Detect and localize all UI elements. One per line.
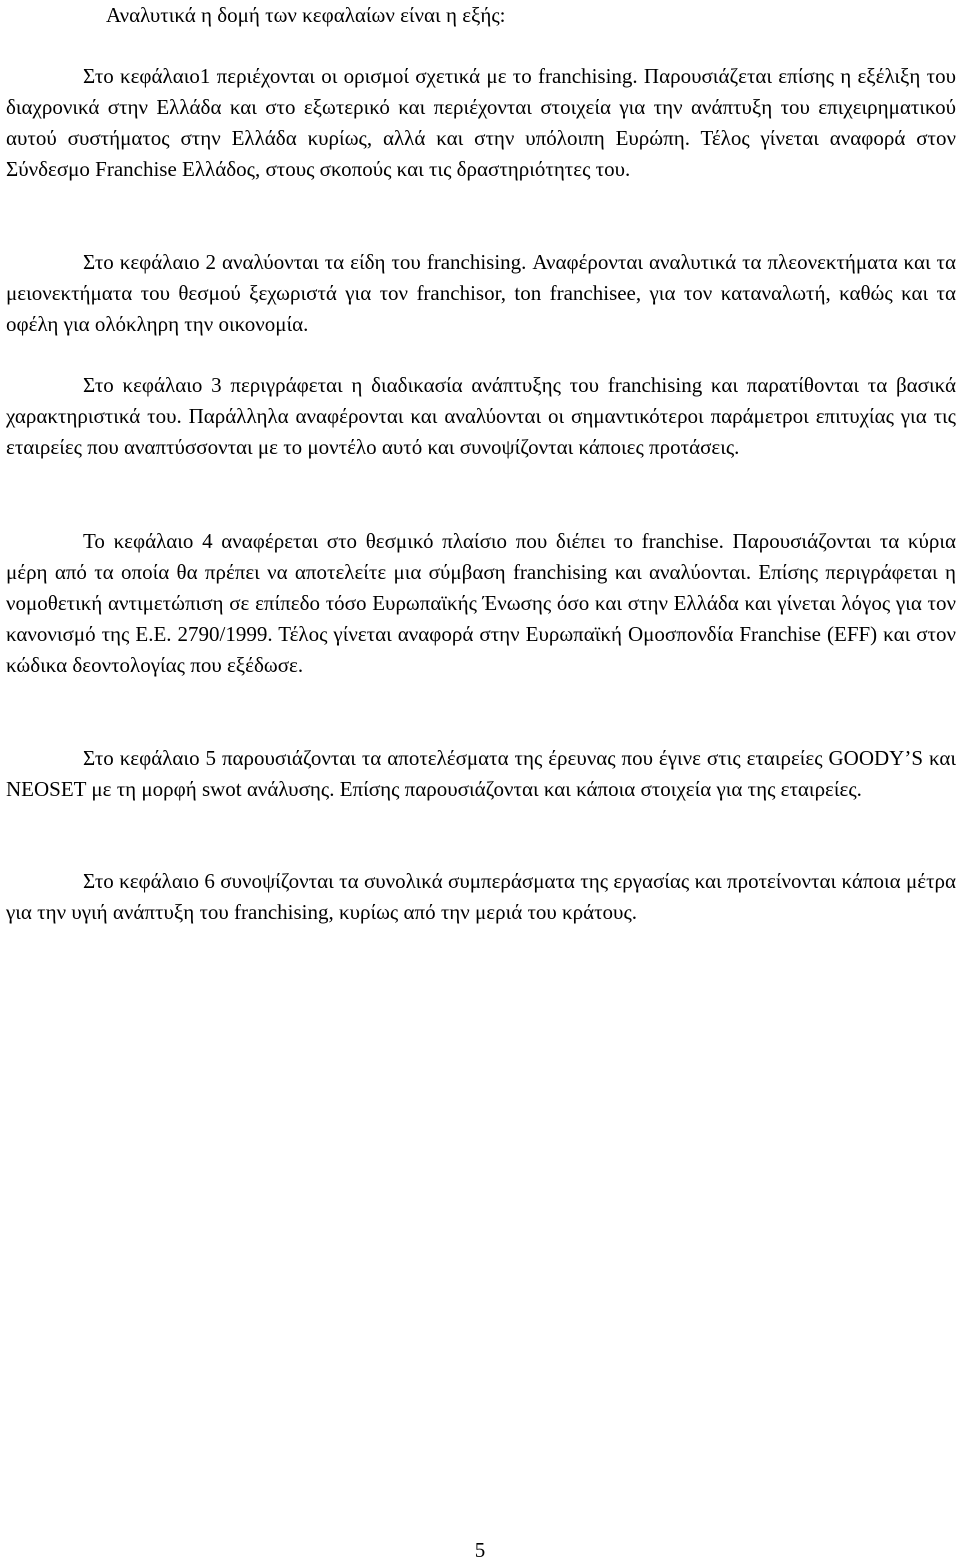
paragraph-chapter-1 [6,61,956,185]
paragraph-text: Στο κεφάλαιο 3 περιγράφεται η διαδικασία ανάπτυξης του franchising και παρατίθονται τα βασικά χαρακτηριστικά του. Παράλληλα αναφέρονται και αναλύονται οι σημαντικότεροι παράμετροι επιτυχίας για τις εταιρείες που αναπτύσσονται με το μοντέλο αυτό και συνοψίζονται κάποιες προτάσεις. [6,373,956,459]
paragraph-chapter-6 [6,866,956,928]
paragraph-text: Στο κεφάλαιο1 περιέχονται οι ορισμοί σχετικά με το franchising. Παρουσιάζεται επίσης η εξέλιξη του διαχρονικά στην Ελλάδα και στο εξωτερικό και περιέχονται στοιχεία για την ανάπτυξη του επιχειρηματικού αυτού συστήματος στην Ελλάδα κυρίως, αλλά και στην υπόλοιπη Ευρώπη. Τέλος γίνεται αναφορά στον Σύνδεσμο Franchise Ελλάδος, στους σκοπούς και τις δραστηριότητες του. [6,64,956,181]
paragraph-chapter-4 [6,526,956,681]
paragraph-text: Το κεφάλαιο 4 αναφέρεται στο θεσμικό πλαίσιο που διέπει το franchise. Παρουσιάζονται τα κύρια μέρη από τα οποία θα πρέπει να αποτελείτε μια σύμβαση franchising και αναλύονται. Επίσης περιγράφεται η νομοθετική αντιμετώπιση σε επίπεδο τόσο Ευρωπαϊκής Ένωσης όσο και στην Ελλάδα και γίνεται λόγος για τον κανονισμό της Ε.Ε. 2790/1999. Τέλος γίνεται αναφορά στην Ευρωπαϊκή Ομοσπονδία Franchise (EFF) και στον κώδικα δεοντολογίας που εξέδωσε. [6,529,956,677]
paragraph-chapter-2 [6,247,956,340]
intro-line: Αναλυτικά η δομή των κεφαλαίων είναι η εξής: [106,3,506,27]
paragraph-text: Στο κεφάλαιο 5 παρουσιάζονται τα αποτελέσματα της έρευνας που έγινε στις εταιρείες GOODY’S και NEOSET με τη μορφή swot ανάλυσης. Επίσης παρουσιάζονται και κάποια στοιχεία για της εταιρείες. [6,746,956,801]
paragraph-text: Στο κεφάλαιο 2 αναλύονται τα είδη του franchising. Αναφέρονται αναλυτικά τα πλεονεκτήματα και τα μειονεκτήματα του θεσμού ξεχωριστά για τον franchisor, ton franchisee, για τον καταναλωτή, καθώς και τα οφέλη για ολόκληρη την οικονομία. [6,250,956,336]
paragraph-chapter-3 [6,370,956,463]
page-number: 5 [474,1538,486,1562]
paragraph-chapter-5 [6,743,956,805]
paragraph-text: Στο κεφάλαιο 6 συνοψίζονται τα συνολικά συμπεράσματα της εργασίας και προτείνονται κάποια μέτρα για την υγιή ανάπτυξη του franchising, κυρίως από την μεριά του κράτους. [6,869,956,924]
